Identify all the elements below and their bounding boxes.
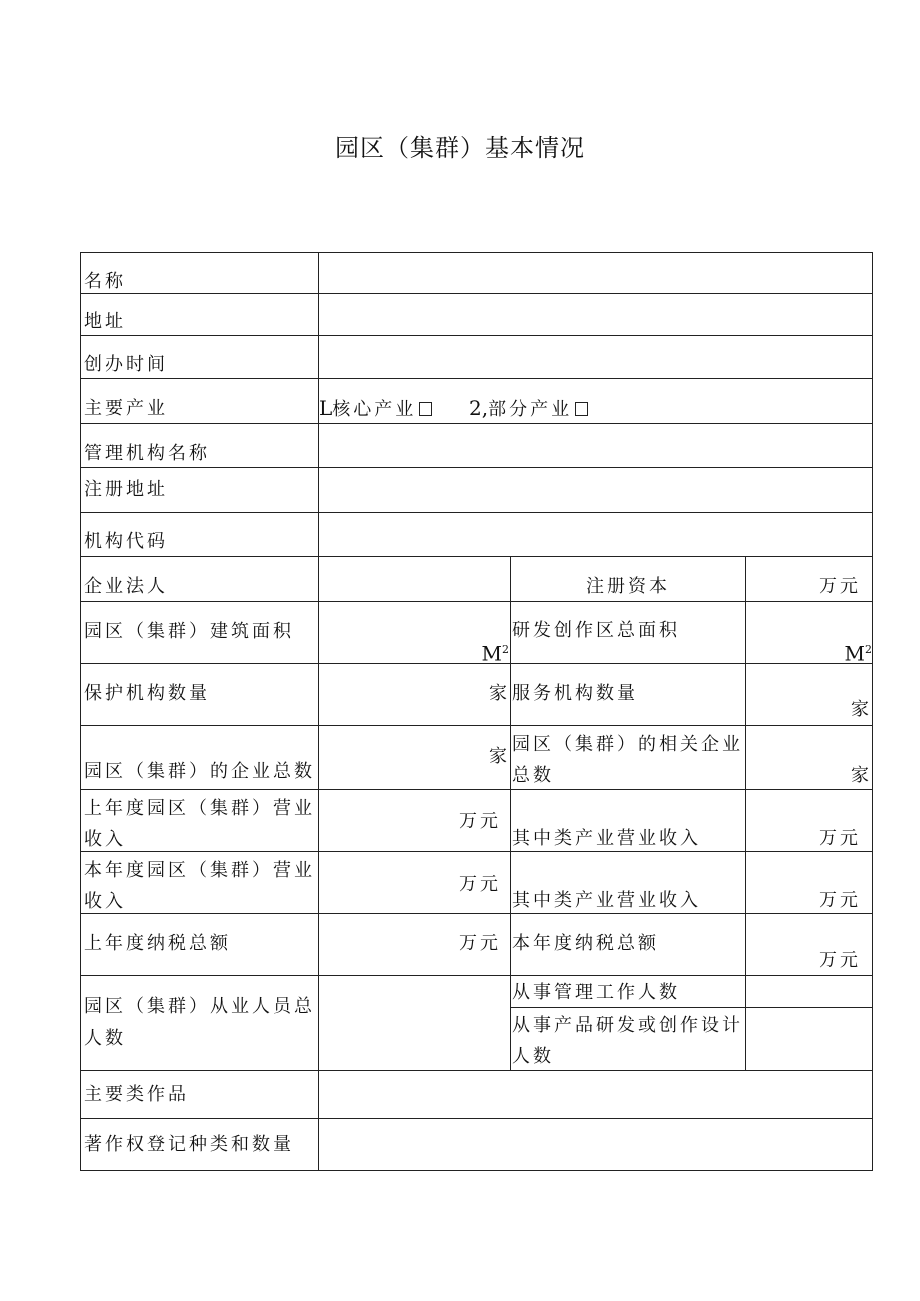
unit-last-tax: 万元 bbox=[459, 933, 501, 954]
label-last-revenue-l2: 收入 bbox=[84, 829, 126, 850]
label-staff-total-l2: 人数 bbox=[84, 1028, 126, 1049]
label-copyright: 著作权登记种类和数量 bbox=[84, 1134, 294, 1155]
industry-option-partial[interactable]: 2,部分产业 bbox=[469, 393, 588, 425]
row-this-revenue bbox=[81, 852, 873, 914]
label-this-revenue-l2: 收入 bbox=[84, 891, 126, 912]
input-staff-total[interactable] bbox=[319, 976, 511, 1071]
page-title: 园区（集群）基本情况 bbox=[335, 134, 585, 162]
label-reg-capital: 注册资本 bbox=[586, 576, 670, 597]
label-org-code: 机构代码 bbox=[84, 531, 168, 552]
unit-related-enterprises: 家 bbox=[851, 765, 873, 786]
label-class-revenue-last: 其中类产业营业收入 bbox=[512, 828, 701, 849]
industry-option-core[interactable]: L核心产业 bbox=[319, 393, 432, 425]
row-last-revenue bbox=[81, 790, 873, 852]
label-founded: 创办时间 bbox=[84, 354, 168, 375]
label-this-revenue-l1: 本年度园区（集群）营业 bbox=[84, 860, 315, 881]
label-staff-total-l1: 园区（集群）从业人员总 bbox=[84, 996, 315, 1017]
row-founded bbox=[81, 336, 873, 379]
unit-this-revenue: 万元 bbox=[459, 874, 501, 895]
label-main-works: 主要类作品 bbox=[84, 1084, 189, 1105]
unit-this-tax: 万元 bbox=[819, 950, 862, 971]
input-founded[interactable] bbox=[319, 336, 873, 379]
row-legal-person bbox=[81, 557, 873, 602]
row-enterprises bbox=[81, 726, 873, 790]
input-mgmt-name[interactable] bbox=[319, 424, 873, 468]
row-staff-mgmt bbox=[81, 976, 873, 1008]
input-reg-address[interactable] bbox=[319, 468, 873, 513]
row-name bbox=[81, 253, 873, 294]
unit-total-enterprises: 家 bbox=[489, 746, 510, 767]
checkbox-core[interactable] bbox=[419, 402, 432, 416]
row-orgs bbox=[81, 664, 873, 726]
label-name: 名称 bbox=[84, 271, 126, 292]
label-service-orgs: 服务机构数量 bbox=[512, 683, 638, 704]
unit-rd-area: $M^2$ bbox=[844, 641, 873, 666]
unit-service-orgs: 家 bbox=[851, 699, 873, 720]
label-rd-staff-l2: 人数 bbox=[512, 1046, 554, 1068]
label-related-enterprises-l1: 园区（集群）的相关企业 bbox=[512, 734, 743, 755]
row-main-works bbox=[81, 1071, 873, 1119]
row-address bbox=[81, 294, 873, 336]
input-name[interactable] bbox=[319, 253, 873, 294]
input-address[interactable] bbox=[319, 294, 873, 336]
label-last-tax: 上年度纳税总额 bbox=[84, 933, 231, 954]
row-reg-address bbox=[81, 468, 873, 513]
label-class-revenue-this: 其中类产业营业收入 bbox=[512, 890, 701, 911]
checkbox-partial[interactable] bbox=[575, 402, 588, 416]
label-total-enterprises: 园区（集群）的企业总数 bbox=[84, 761, 315, 782]
label-this-tax: 本年度纳税总额 bbox=[512, 933, 659, 954]
input-main-works[interactable] bbox=[319, 1071, 873, 1119]
row-org-code bbox=[81, 513, 873, 557]
row-building-area bbox=[81, 602, 873, 664]
row-mgmt-name bbox=[81, 424, 873, 468]
input-mgmt-staff[interactable] bbox=[746, 976, 873, 1008]
unit-protect-orgs: 家 bbox=[489, 683, 510, 704]
park-info-form bbox=[80, 252, 873, 1171]
label-main-industry: 主要产业 bbox=[84, 398, 168, 419]
label-rd-area: 研发创作区总面积 bbox=[512, 620, 680, 641]
input-org-code[interactable] bbox=[319, 513, 873, 557]
label-building-area: 园区（集群）建筑面积 bbox=[84, 621, 294, 642]
row-main-industry bbox=[81, 379, 873, 424]
label-mgmt-staff: 从事管理工作人数 bbox=[512, 982, 680, 1003]
row-tax bbox=[81, 914, 873, 976]
unit-class-revenue-this: 万元 bbox=[819, 890, 862, 911]
label-reg-address: 注册地址 bbox=[84, 479, 168, 500]
unit-last-revenue: 万元 bbox=[459, 811, 501, 832]
input-legal-person[interactable] bbox=[319, 557, 511, 602]
input-copyright[interactable] bbox=[319, 1119, 873, 1171]
unit-reg-capital: 万元 bbox=[819, 576, 862, 597]
unit-class-revenue-last: 万元 bbox=[819, 828, 862, 849]
label-protect-orgs: 保护机构数量 bbox=[84, 683, 210, 704]
label-related-enterprises-l2: 总数 bbox=[512, 765, 554, 786]
label-mgmt-name: 管理机构名称 bbox=[84, 443, 210, 464]
label-last-revenue-l1: 上年度园区（集群）营业 bbox=[84, 798, 315, 819]
row-copyright bbox=[81, 1119, 873, 1171]
label-rd-staff-l1: 从事产品研发或创作设计 bbox=[512, 1015, 743, 1037]
label-legal-person: 企业法人 bbox=[84, 576, 168, 597]
unit-building-area: $M^2$ bbox=[481, 641, 509, 666]
input-rd-staff[interactable] bbox=[746, 1008, 873, 1071]
label-address: 地址 bbox=[84, 311, 126, 332]
